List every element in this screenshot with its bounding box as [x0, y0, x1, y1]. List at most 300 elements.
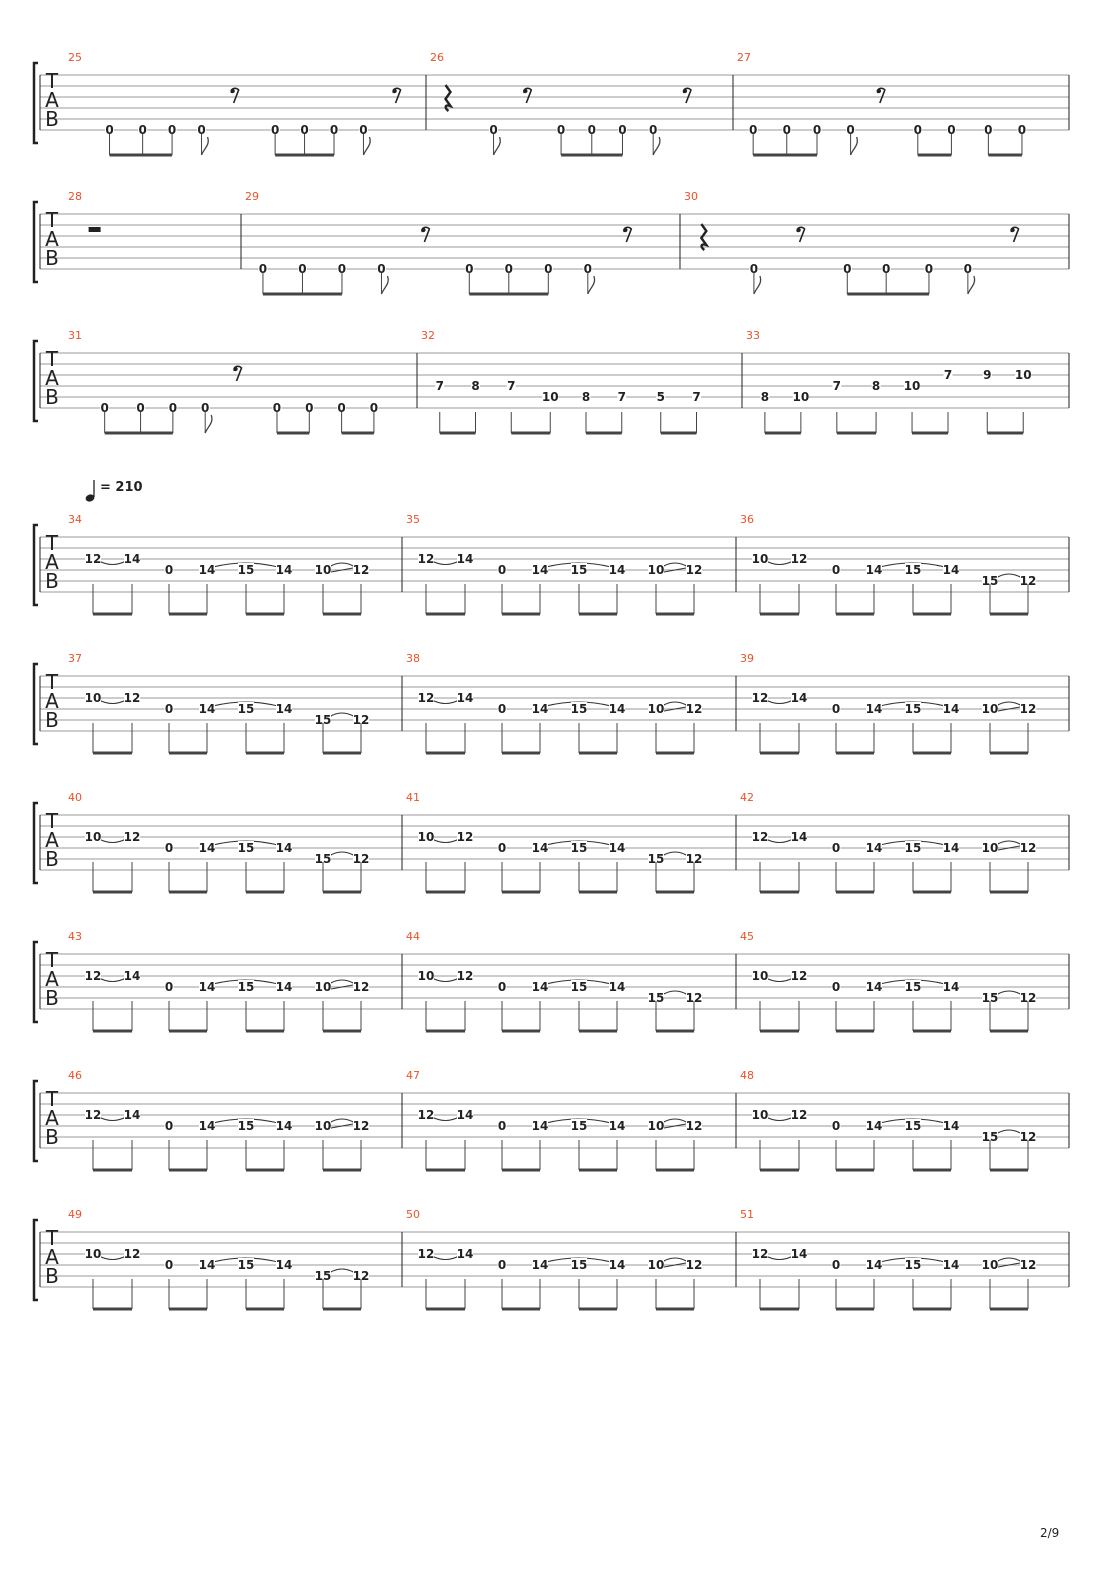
- measure-number: 25: [68, 51, 82, 64]
- slur: [432, 1256, 459, 1260]
- measure-number: 47: [406, 1069, 420, 1082]
- fret-number: 14: [790, 691, 808, 705]
- fret-number: 0: [105, 123, 114, 137]
- fret-number: 12: [417, 552, 435, 566]
- slur: [996, 841, 1022, 845]
- fret-number: 0: [497, 841, 507, 855]
- slur: [766, 1117, 793, 1121]
- fret-number: 12: [123, 830, 141, 844]
- tab-clef-letter: B: [45, 1125, 59, 1149]
- fret-number: 0: [201, 401, 210, 415]
- system-bracket: [34, 942, 38, 1022]
- eighth-rest-dot: [392, 89, 396, 93]
- fret-number: 12: [352, 1269, 370, 1283]
- fret-number: 7: [507, 379, 516, 393]
- eighth-rest-dot: [796, 228, 800, 232]
- fret-number: 12: [352, 852, 370, 866]
- fret-number: 14: [275, 1258, 293, 1272]
- fret-number: 0: [748, 123, 758, 137]
- fret-number: 0: [812, 123, 822, 137]
- tab-clef-letter: A: [45, 227, 59, 251]
- eighth-rest-dot: [523, 89, 527, 93]
- fret-number: 14: [275, 1119, 293, 1133]
- fret-number: 14: [608, 563, 626, 577]
- fret-number: 12: [1019, 574, 1037, 588]
- fret-number: 0: [782, 123, 791, 137]
- fret-number: 15: [237, 841, 255, 855]
- measure-number: 40: [68, 791, 82, 804]
- slur: [662, 1258, 688, 1262]
- slur: [996, 1258, 1022, 1262]
- fret-number: 0: [305, 401, 314, 415]
- tab-clef-letter: A: [45, 828, 59, 852]
- tab-staff: [34, 652, 1069, 753]
- fret-number: 12: [1019, 702, 1037, 716]
- fret-number: 12: [685, 702, 703, 716]
- eighth-rest-dot: [683, 89, 687, 93]
- note-flag: [588, 276, 595, 294]
- tab-clef-letter: B: [45, 246, 59, 270]
- fret-number: 12: [685, 563, 703, 577]
- tab-clef-letter: A: [45, 689, 59, 713]
- note-flag: [968, 276, 975, 294]
- fret-number: 15: [904, 841, 922, 855]
- fret-number: 14: [531, 1258, 549, 1272]
- fret-number: 12: [417, 1108, 435, 1122]
- fret-number: 12: [685, 1258, 703, 1272]
- measure-number: 28: [68, 190, 82, 203]
- fret-number: 10: [647, 1258, 665, 1272]
- fret-number: 10: [647, 702, 665, 716]
- fret-number: 12: [751, 691, 769, 705]
- fret-number: 0: [881, 262, 891, 276]
- measure-number: 48: [740, 1069, 754, 1082]
- fret-number: 14: [608, 1258, 626, 1272]
- fret-number: 10: [314, 563, 332, 577]
- note-flag: [754, 276, 761, 294]
- measure-number: 30: [684, 190, 698, 203]
- fret-number: 12: [1019, 1258, 1037, 1272]
- fret-number: 10: [647, 563, 665, 577]
- slur: [662, 702, 688, 706]
- fret-number: 7: [943, 368, 953, 382]
- fret-number: 0: [497, 1258, 507, 1272]
- tab-clef-letter: B: [45, 986, 59, 1010]
- fret-number: 10: [981, 1258, 999, 1272]
- tab-staff: [34, 1069, 1069, 1170]
- fret-number: 0: [168, 401, 178, 415]
- fret-number: 0: [300, 123, 309, 137]
- half-rest: [89, 227, 101, 232]
- fret-number: 15: [570, 563, 588, 577]
- slur: [329, 713, 355, 717]
- fret-number: 7: [617, 390, 626, 404]
- fret-number: 12: [352, 1119, 370, 1133]
- slur: [432, 700, 459, 704]
- fret-number: 14: [275, 841, 293, 855]
- fret-number: 14: [942, 841, 960, 855]
- fret-number: 14: [865, 563, 883, 577]
- tab-clef-letter: B: [45, 569, 59, 593]
- eighth-rest-dot: [230, 89, 234, 93]
- fret-number: 15: [904, 1119, 922, 1133]
- slur: [99, 978, 126, 982]
- fret-number: 0: [164, 841, 174, 855]
- tab-clef-letter: A: [45, 88, 59, 112]
- slur: [329, 1269, 355, 1273]
- fret-number: 0: [831, 702, 841, 716]
- tab-staff: [34, 1208, 1069, 1309]
- slur: [996, 1130, 1022, 1134]
- measure-number: 49: [68, 1208, 82, 1221]
- fret-number: 14: [608, 980, 626, 994]
- fret-number: 12: [1019, 841, 1037, 855]
- fret-number: 12: [685, 991, 703, 1005]
- fret-number: 0: [138, 123, 147, 137]
- eighth-rest-dot: [1010, 228, 1014, 232]
- slur: [99, 561, 126, 565]
- fret-number: 12: [685, 852, 703, 866]
- fret-number: 0: [377, 262, 386, 276]
- fret-number: 12: [1019, 991, 1037, 1005]
- fret-number: 10: [751, 552, 769, 566]
- fret-number: 0: [136, 401, 145, 415]
- tab-clef-letter: T: [45, 347, 59, 371]
- fret-number: 12: [790, 969, 808, 983]
- fret-number: 15: [237, 563, 255, 577]
- fret-number: 14: [608, 702, 626, 716]
- fret-number: 0: [359, 123, 368, 137]
- tab-clef-letter: B: [45, 708, 59, 732]
- system-bracket: [34, 341, 38, 421]
- fret-number: 10: [417, 969, 435, 983]
- measure-number: 33: [746, 329, 760, 342]
- page-number: 2/9: [1040, 1526, 1060, 1540]
- tab-clef-letter: T: [45, 1087, 59, 1111]
- fret-number: 15: [570, 980, 588, 994]
- fret-number: 14: [456, 552, 474, 566]
- fret-number: 15: [314, 713, 332, 727]
- fret-number: 10: [751, 969, 769, 983]
- fret-number: 14: [198, 702, 216, 716]
- slur: [766, 1256, 793, 1260]
- tab-clef-letter: T: [45, 670, 59, 694]
- fret-number: 15: [570, 702, 588, 716]
- fret-number: 10: [792, 390, 810, 404]
- fret-number: 0: [924, 262, 934, 276]
- fret-number: 14: [531, 841, 549, 855]
- fret-number: 0: [337, 262, 347, 276]
- tab-clef-letter: T: [45, 809, 59, 833]
- slur: [996, 702, 1022, 706]
- tab-clef-letter: A: [45, 1245, 59, 1269]
- note-flag: [363, 137, 370, 155]
- fret-number: 0: [465, 262, 474, 276]
- slur: [996, 991, 1022, 995]
- tempo-text: = 210: [100, 480, 143, 495]
- fret-number: 14: [198, 980, 216, 994]
- fret-number: 15: [314, 1269, 332, 1283]
- note-flag: [205, 415, 212, 433]
- tab-staff: [34, 513, 1069, 614]
- fret-number: 0: [583, 262, 592, 276]
- fret-number: 0: [497, 980, 507, 994]
- fret-number: 0: [1017, 123, 1027, 137]
- eighth-rest-dot: [623, 228, 627, 232]
- fret-number: 14: [790, 830, 808, 844]
- fret-number: 7: [435, 379, 444, 393]
- note-flag: [653, 137, 660, 155]
- fret-number: 14: [865, 1119, 883, 1133]
- measure-number: 42: [740, 791, 754, 804]
- fret-number: 15: [570, 1258, 588, 1272]
- fret-number: 0: [164, 702, 174, 716]
- tab-clef-letter: T: [45, 69, 59, 93]
- fret-number: 12: [417, 691, 435, 705]
- slur: [432, 1117, 459, 1121]
- fret-number: 14: [198, 1119, 216, 1133]
- tab-clef-letter: T: [45, 948, 59, 972]
- fret-number: 0: [984, 123, 993, 137]
- fret-number: 12: [790, 1108, 808, 1122]
- fret-number: 12: [84, 552, 102, 566]
- fret-number: 5: [656, 390, 665, 404]
- fret-number: 0: [843, 262, 852, 276]
- fret-number: 15: [237, 702, 255, 716]
- fret-number: 14: [198, 841, 216, 855]
- fret-number: 12: [790, 552, 808, 566]
- fret-number: 10: [751, 1108, 769, 1122]
- slur: [766, 561, 793, 565]
- measure-number: 50: [406, 1208, 420, 1221]
- slur: [766, 978, 793, 982]
- tab-staff: [34, 51, 1069, 155]
- fret-number: 7: [832, 379, 842, 393]
- fret-number: 0: [587, 123, 596, 137]
- measure-number: 26: [430, 51, 444, 64]
- fret-number: 14: [865, 1258, 883, 1272]
- tab-clef-letter: B: [45, 847, 59, 871]
- fret-number: 14: [608, 841, 626, 855]
- slur: [99, 700, 126, 704]
- tab-clef-letter: B: [45, 385, 59, 409]
- tab-staff: [34, 329, 1069, 433]
- fret-number: 15: [981, 574, 999, 588]
- fret-number: 0: [369, 401, 379, 415]
- fret-number: 15: [570, 841, 588, 855]
- system-bracket: [34, 63, 38, 143]
- fret-number: 7: [692, 390, 701, 404]
- fret-number: 10: [84, 691, 102, 705]
- fret-number: 12: [751, 830, 769, 844]
- fret-number: 15: [904, 702, 922, 716]
- fret-number: 0: [164, 563, 174, 577]
- slur: [662, 991, 688, 995]
- slur: [99, 1256, 126, 1260]
- measure-number: 38: [406, 652, 420, 665]
- fret-number: 15: [237, 980, 255, 994]
- fret-number: 10: [84, 1247, 102, 1261]
- slur: [662, 563, 688, 567]
- fret-number: 14: [942, 1119, 960, 1133]
- fret-number: 12: [456, 830, 474, 844]
- fret-number: 15: [981, 1130, 999, 1144]
- fret-number: 15: [647, 991, 665, 1005]
- system-bracket: [34, 525, 38, 605]
- fret-number: 12: [84, 969, 102, 983]
- measure-number: 45: [740, 930, 754, 943]
- measure-number: 32: [421, 329, 435, 342]
- note-flag: [381, 276, 388, 294]
- tab-staff: [34, 930, 1069, 1031]
- measure-number: 34: [68, 513, 82, 526]
- slur: [662, 1119, 688, 1123]
- fret-number: 14: [531, 1119, 549, 1133]
- slur: [662, 852, 688, 856]
- fret-number: 0: [167, 123, 177, 137]
- fret-number: 14: [198, 563, 216, 577]
- fret-number: 14: [865, 841, 883, 855]
- fret-number: 0: [100, 401, 109, 415]
- slur: [432, 839, 459, 843]
- fret-number: 0: [846, 123, 855, 137]
- tab-staff: [34, 791, 1069, 892]
- system-bracket: [34, 1081, 38, 1161]
- fret-number: 15: [314, 852, 332, 866]
- measure-number: 37: [68, 652, 82, 665]
- fret-number: 0: [164, 1119, 174, 1133]
- slur: [329, 563, 355, 567]
- fret-number: 8: [581, 390, 591, 404]
- fret-number: 12: [84, 1108, 102, 1122]
- fret-number: 15: [237, 1119, 255, 1133]
- fret-number: 10: [84, 830, 102, 844]
- fret-number: 14: [942, 1258, 960, 1272]
- fret-number: 12: [352, 563, 370, 577]
- fret-number: 10: [314, 980, 332, 994]
- fret-number: 0: [489, 123, 498, 137]
- fret-number: 15: [904, 980, 922, 994]
- fret-number: 0: [504, 262, 513, 276]
- fret-number: 0: [337, 401, 346, 415]
- tab-clef-letter: B: [45, 1264, 59, 1288]
- fret-number: 14: [531, 702, 549, 716]
- measure-number: 27: [737, 51, 751, 64]
- fret-number: 15: [237, 1258, 255, 1272]
- slur: [329, 852, 355, 856]
- fret-number: 15: [981, 991, 999, 1005]
- fret-number: 0: [618, 123, 627, 137]
- eighth-rest-dot: [421, 228, 425, 232]
- fret-number: 0: [749, 262, 759, 276]
- fret-number: 0: [197, 123, 206, 137]
- tab-clef-letter: A: [45, 550, 59, 574]
- fret-number: 0: [164, 980, 174, 994]
- fret-number: 9: [983, 368, 992, 382]
- fret-number: 14: [865, 702, 883, 716]
- fret-number: 14: [790, 1247, 808, 1261]
- fret-number: 0: [831, 1119, 841, 1133]
- eighth-rest-dot: [233, 367, 237, 371]
- measure-number: 41: [406, 791, 420, 804]
- measure-number: 36: [740, 513, 754, 526]
- measure-number: 46: [68, 1069, 82, 1082]
- fret-number: 14: [275, 980, 293, 994]
- fret-number: 15: [904, 1258, 922, 1272]
- tab-clef-letter: T: [45, 1226, 59, 1250]
- measure-number: 51: [740, 1208, 754, 1221]
- system-bracket: [34, 202, 38, 282]
- measure-number: 39: [740, 652, 754, 665]
- fret-number: 0: [329, 123, 339, 137]
- fret-number: 12: [1019, 1130, 1037, 1144]
- fret-number: 12: [123, 691, 141, 705]
- note-flag: [851, 137, 858, 155]
- slur: [432, 978, 459, 982]
- note-flag: [494, 137, 501, 155]
- fret-number: 10: [541, 390, 559, 404]
- system-bracket: [34, 664, 38, 744]
- fret-number: 14: [942, 980, 960, 994]
- fret-number: 10: [647, 1119, 665, 1133]
- fret-number: 14: [456, 691, 474, 705]
- fret-number: 12: [417, 1247, 435, 1261]
- fret-number: 14: [275, 702, 293, 716]
- fret-number: 14: [942, 563, 960, 577]
- fret-number: 14: [456, 1108, 474, 1122]
- fret-number: 0: [164, 1258, 174, 1272]
- fret-number: 12: [685, 1119, 703, 1133]
- fret-number: 0: [831, 1258, 841, 1272]
- fret-number: 8: [871, 379, 881, 393]
- fret-number: 14: [123, 1108, 141, 1122]
- fret-number: 8: [471, 379, 480, 393]
- tab-clef-letter: A: [45, 967, 59, 991]
- tab-clef-letter: A: [45, 366, 59, 390]
- fret-number: 12: [352, 713, 370, 727]
- fret-number: 0: [272, 401, 282, 415]
- slur: [432, 561, 459, 565]
- tempo-marking: [85, 480, 143, 503]
- tab-clef-letter: T: [45, 531, 59, 555]
- eighth-rest-dot: [877, 89, 881, 93]
- fret-number: 15: [904, 563, 922, 577]
- fret-number: 0: [298, 262, 307, 276]
- fret-number: 0: [963, 262, 973, 276]
- quarter-rest: [701, 224, 706, 250]
- fret-number: 0: [497, 563, 507, 577]
- fret-number: 15: [647, 852, 665, 866]
- fret-number: 14: [531, 980, 549, 994]
- fret-number: 0: [831, 980, 841, 994]
- fret-number: 14: [531, 563, 549, 577]
- note-flag: [202, 137, 209, 155]
- fret-number: 10: [314, 1119, 332, 1133]
- fret-number: 14: [275, 563, 293, 577]
- tab-staff: [34, 190, 1069, 294]
- fret-number: 0: [497, 1119, 507, 1133]
- tab-clef-letter: B: [45, 107, 59, 131]
- fret-number: 0: [649, 123, 658, 137]
- fret-number: 0: [497, 702, 507, 716]
- fret-number: 10: [417, 830, 435, 844]
- fret-number: 12: [751, 1247, 769, 1261]
- fret-number: 14: [123, 969, 141, 983]
- system-bracket: [34, 1220, 38, 1300]
- fret-number: 14: [865, 980, 883, 994]
- slur: [99, 1117, 126, 1121]
- fret-number: 10: [981, 702, 999, 716]
